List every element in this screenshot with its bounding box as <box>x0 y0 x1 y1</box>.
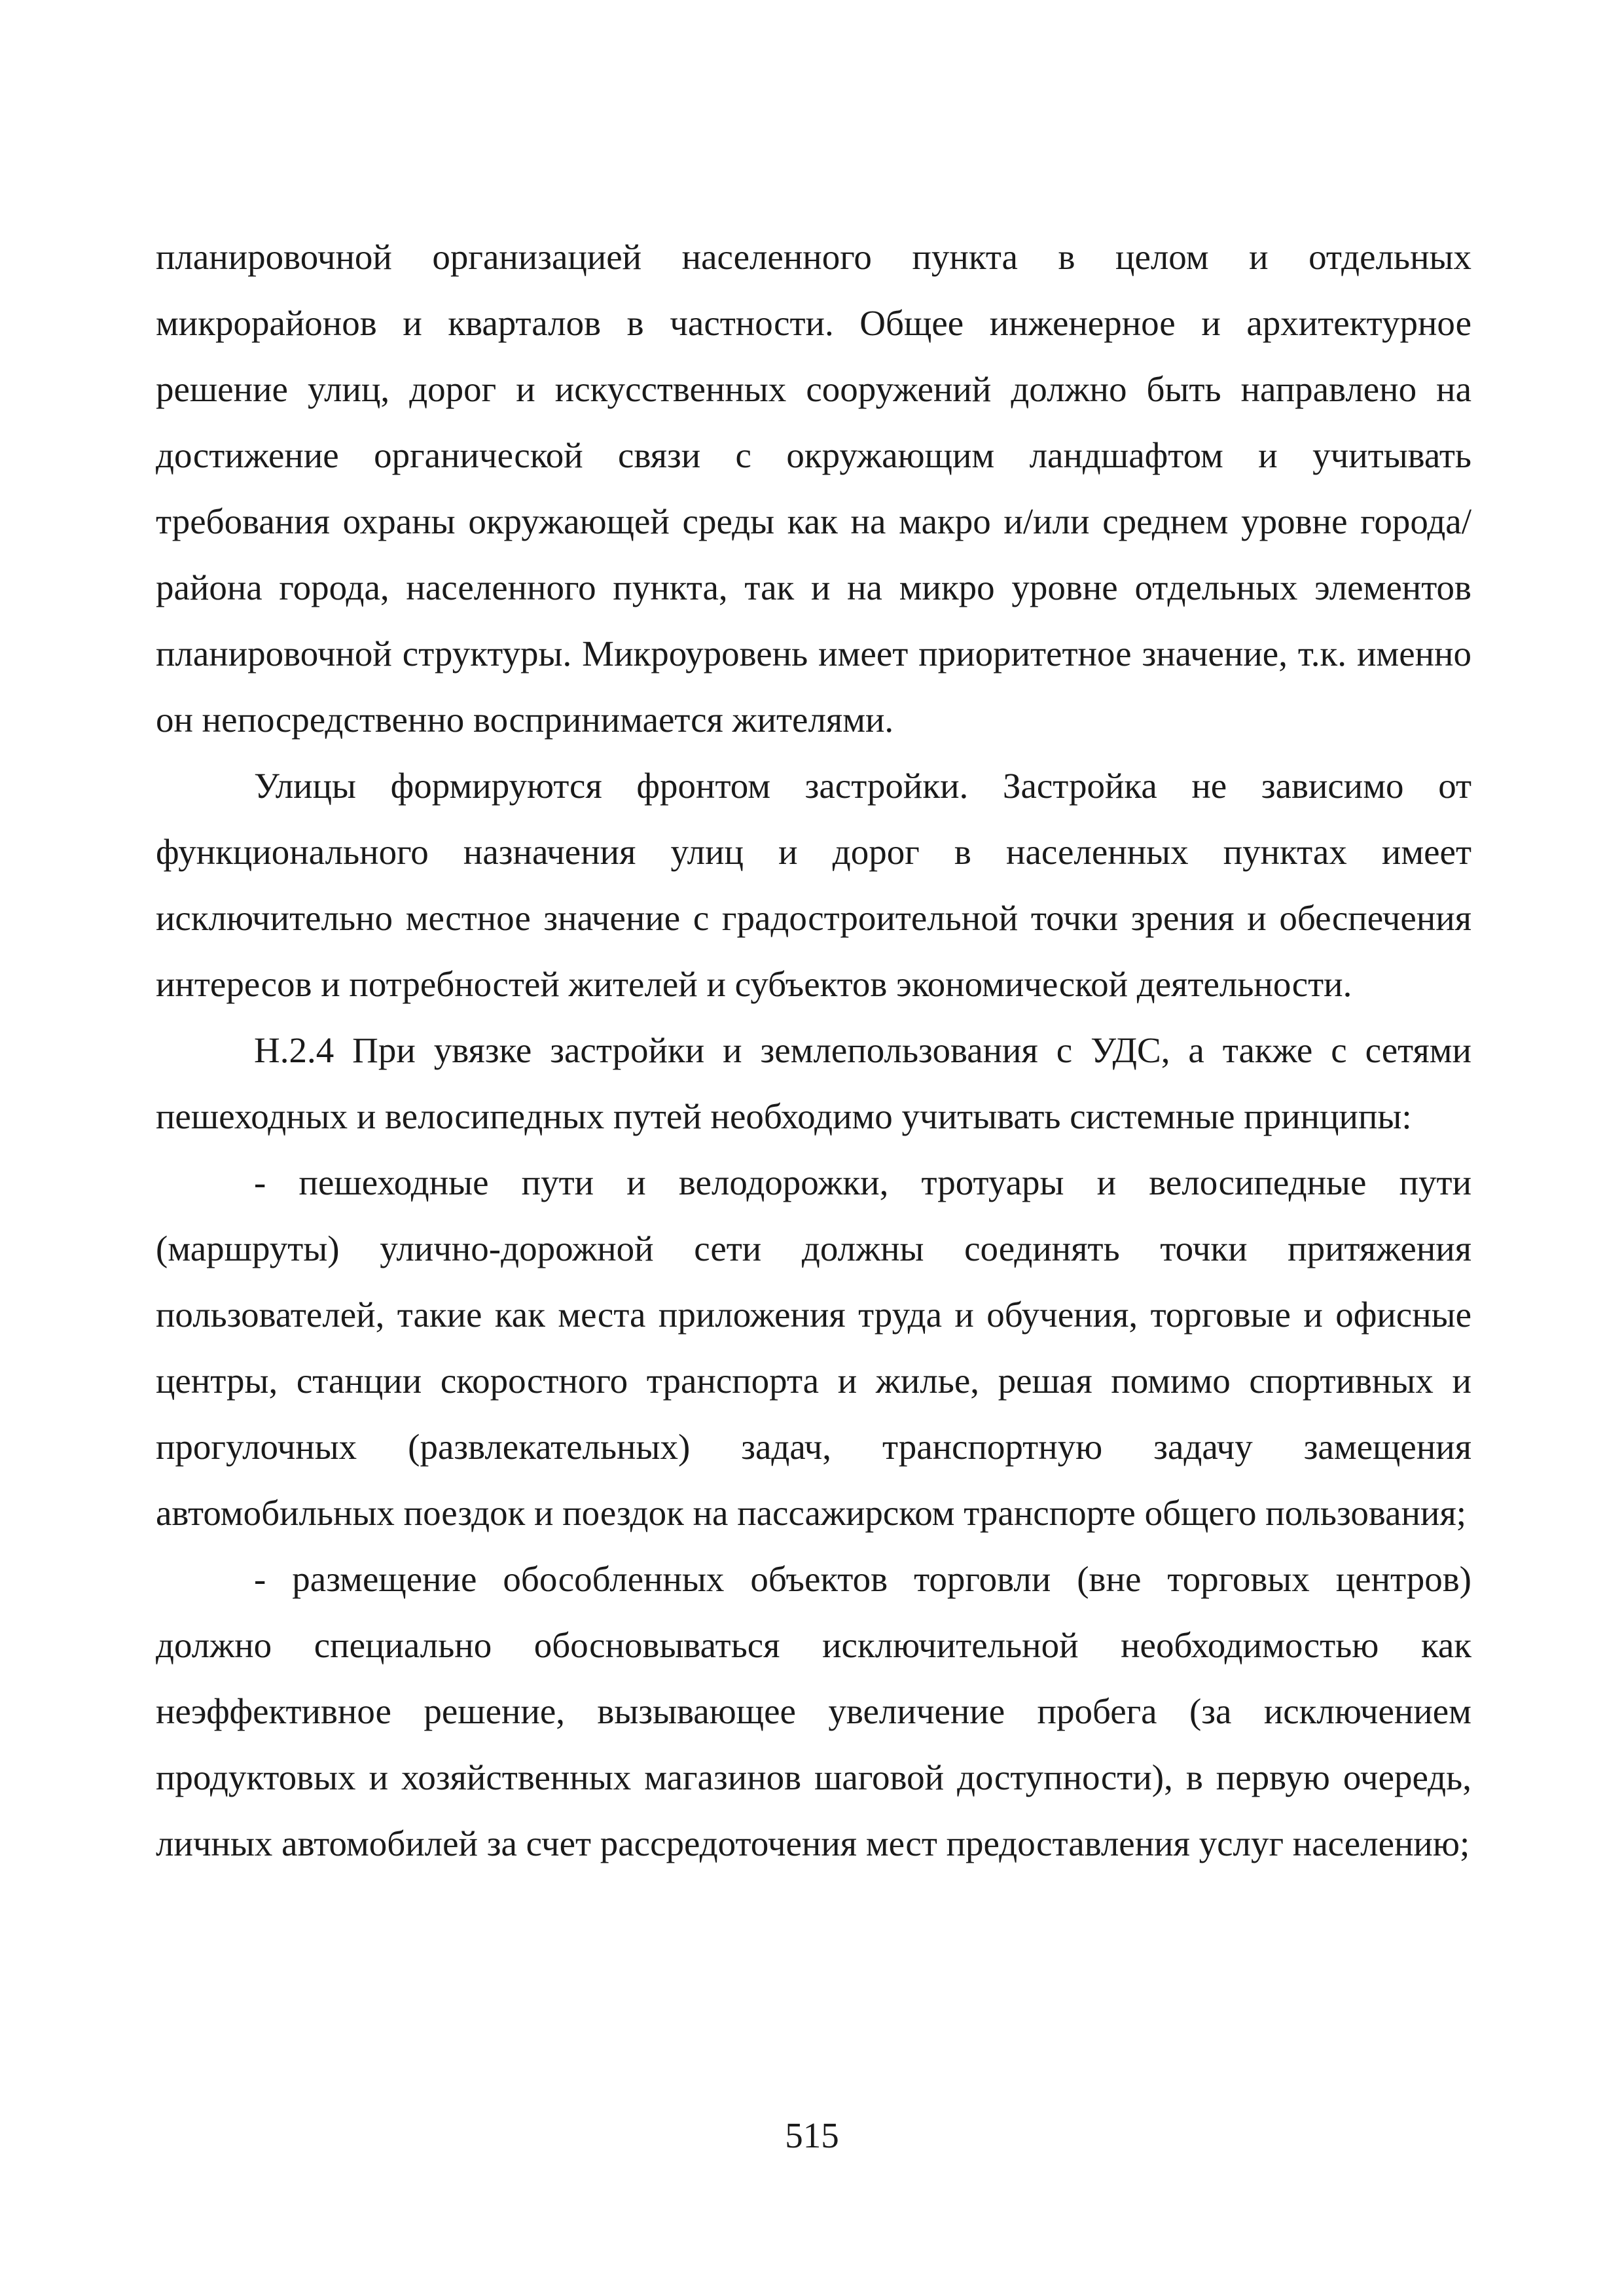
paragraph-section-h24: Н.2.4 При увязке застройки и землепользования с УДС, а также с сетями пешеходных и велосипедных путей необходимо учитывать системные принципы: <box>156 1030 1471 1136</box>
paragraph-continuation: планировочной организацией населенного пункта в целом и отдельных микрорайонов и кварталов в частности. Общее инженерное и архитектурное решение улиц, дорог и искусственных сооружений должно быть направлено на достижение органической связи с окружающим ландшафтом и учитывать требования охраны окружающей среды как на макро и/или среднем уровне города/района города, населенного пункта, так и на микро уровне отдельных элементов планировочной структуры. Микроуровень имеет приоритетное значение, т.к. именно он непосредственно воспринимается жителями. <box>156 237 1471 740</box>
page-number: 515 <box>785 2115 839 2155</box>
paragraph-streets: Улицы формируются фронтом застройки. Застройка не зависимо от функционального назначения улиц и дорог в населенных пунктах имеет исключительно местное значение с градостроительной точки зрения и обеспечения интересов и потребностей жителей и субъектов экономической деятельности. <box>156 766 1471 1004</box>
body-text <box>156 224 1471 1876</box>
paragraph-pedestrian-paths: - пешеходные пути и велодорожки, тротуары и велосипедные пути (маршруты) улично-дорожной сети должны соединять точки притяжения пользователей, такие как места приложения труда и обучения, торговые и офисные центры, станции скоростного транспорта и жилье, решая помимо спортивных и прогулочных (развлекательных) задач, транспортную задачу замещения автомобильных поездок и поездок на пассажирском транспорте общего пользования; <box>156 1162 1471 1533</box>
paragraph-retail-placement: - размещение обособленных объектов торговли (вне торговых центров) должно специально обосновываться исключительной необходимостью как неэффективное решение, вызывающее увеличение пробега (за исключением продуктовых и хозяйственных магазинов шаговой доступности), в первую очередь, личных автомобилей за счет рассредоточения мест предоставления услуг населению; <box>156 1559 1471 1863</box>
